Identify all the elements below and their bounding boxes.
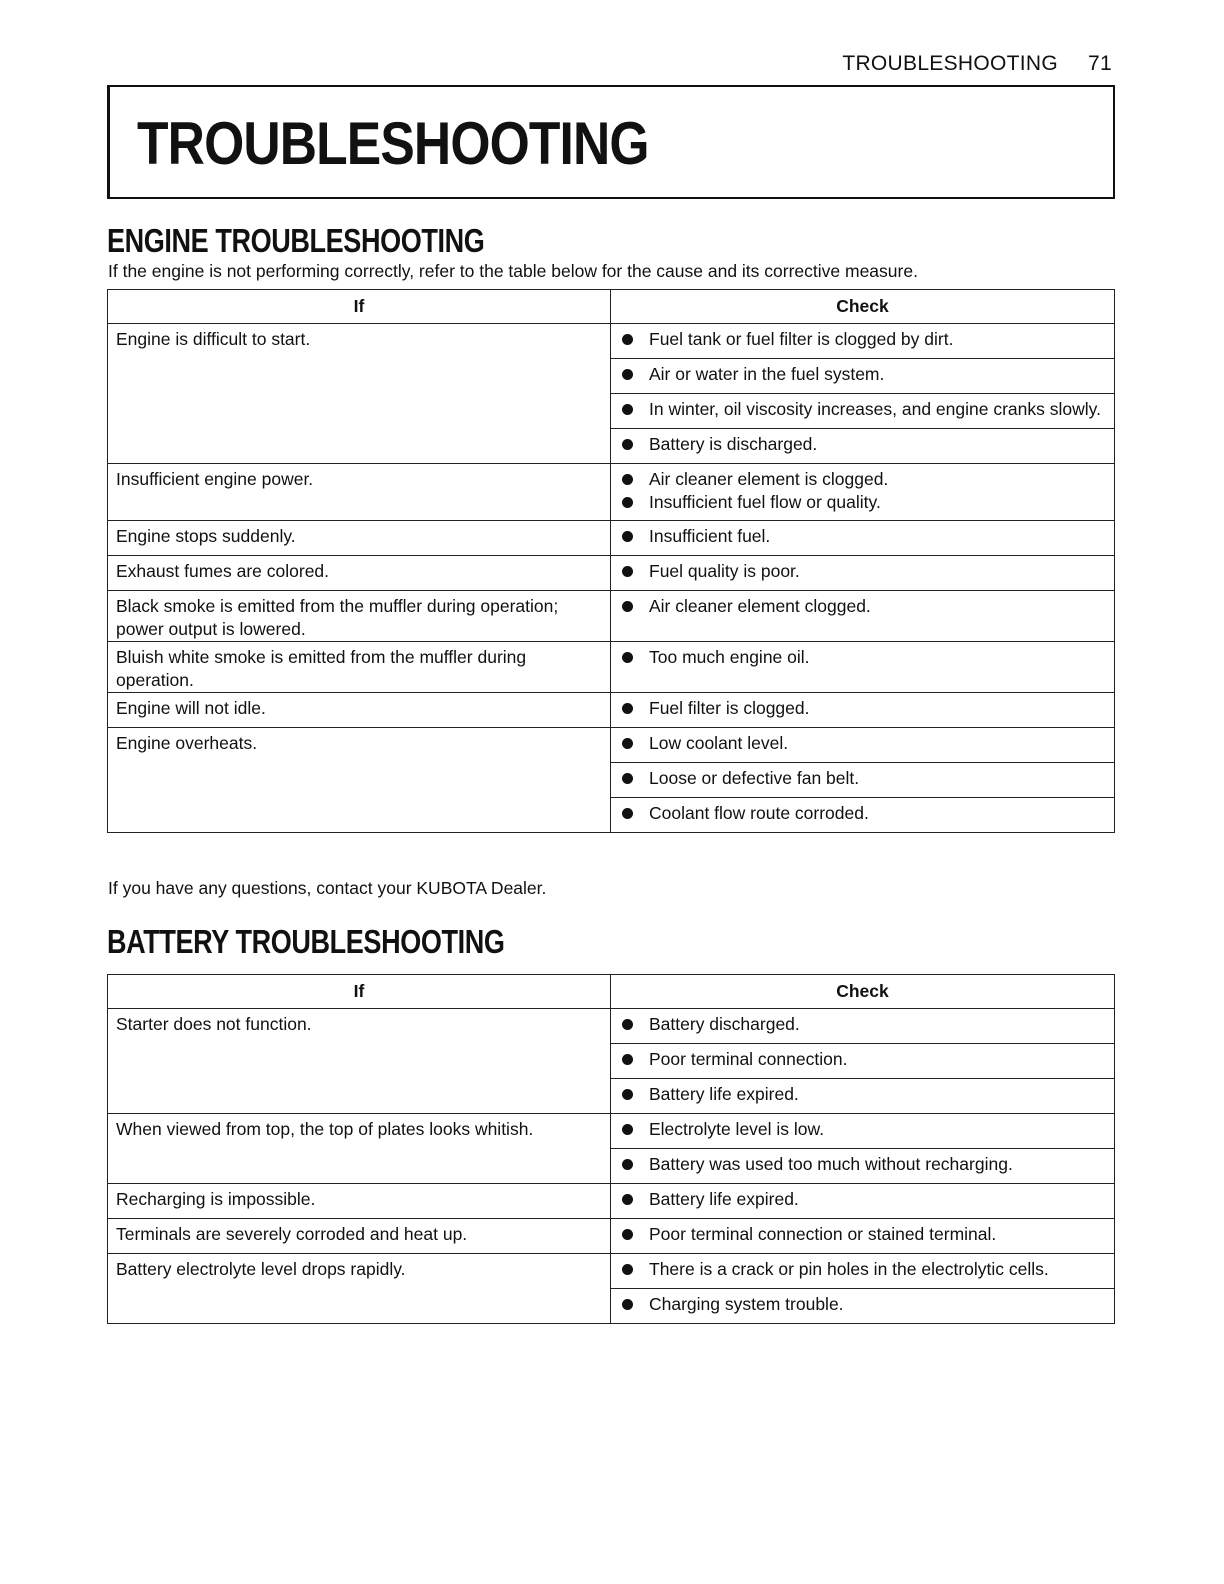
check-item <box>622 802 1106 825</box>
check-cell <box>611 359 1115 394</box>
check-cell <box>611 591 1115 642</box>
bullet-icon <box>622 566 633 577</box>
if-condition-cell: Starter does not function. <box>108 1009 611 1114</box>
check-cell <box>611 1289 1115 1324</box>
check-cell <box>611 763 1115 798</box>
check-item-text: Poor terminal connection. <box>649 1049 848 1069</box>
bullet-icon <box>622 1089 633 1100</box>
check-item-text: Insufficient fuel flow or quality. <box>649 492 881 512</box>
table-row <box>108 591 1115 642</box>
check-item-text: Electrolyte level is low. <box>649 1119 825 1139</box>
table-row <box>108 556 1115 591</box>
check-item <box>622 328 1106 351</box>
check-item <box>622 1048 1106 1071</box>
bullet-icon <box>622 531 633 542</box>
check-item <box>622 491 1106 514</box>
engine-intro-text: If the engine is not performing correctly, refer to the table below for the cause and its corrective measure. <box>108 261 918 281</box>
check-item-text: Low coolant level. <box>649 733 789 753</box>
if-condition-cell: Bluish white smoke is emitted from the muffler during operation. <box>108 642 611 693</box>
battery-table-body <box>108 1009 1115 1324</box>
if-condition-cell: Terminals are severely corroded and heat up. <box>108 1219 611 1254</box>
table-row <box>108 1254 1115 1289</box>
column-header-if: If <box>108 975 611 1009</box>
table-row <box>108 1219 1115 1254</box>
if-condition-cell: Exhaust fumes are colored. <box>108 556 611 591</box>
check-cell <box>611 1044 1115 1079</box>
check-item-text: Poor terminal connection or stained terminal. <box>649 1224 997 1244</box>
if-condition-cell: Engine stops suddenly. <box>108 521 611 556</box>
check-item <box>622 1223 1106 1246</box>
check-item-text: Battery was used too much without recharging. <box>649 1154 1013 1174</box>
check-item <box>622 398 1106 421</box>
check-cell <box>611 1009 1115 1044</box>
page-number: 71 <box>1088 52 1112 75</box>
check-item-text: In winter, oil viscosity increases, and engine cranks slowly. <box>649 399 1101 419</box>
bullet-icon <box>622 334 633 345</box>
check-item-text: Battery life expired. <box>649 1084 799 1104</box>
check-cell <box>611 642 1115 693</box>
bullet-icon <box>622 404 633 415</box>
check-item <box>622 595 1106 618</box>
check-item <box>622 560 1106 583</box>
if-condition-cell: Engine will not idle. <box>108 693 611 728</box>
check-item <box>622 525 1106 548</box>
if-condition-cell: Black smoke is emitted from the muffler during operation; power output is lowered. <box>108 591 611 642</box>
bullet-icon <box>622 1019 633 1030</box>
bullet-icon <box>622 1194 633 1205</box>
column-header-if: If <box>108 290 611 324</box>
table-row <box>108 728 1115 763</box>
check-cell <box>611 394 1115 429</box>
check-item-text: Charging system trouble. <box>649 1294 844 1314</box>
check-item <box>622 433 1106 456</box>
table-row <box>108 1184 1115 1219</box>
bullet-icon <box>622 703 633 714</box>
bullet-icon <box>622 652 633 663</box>
check-item <box>622 732 1106 755</box>
page-title: TROUBLESHOOTING <box>137 110 649 177</box>
battery-troubleshooting-table <box>107 974 1115 1324</box>
bullet-icon <box>622 474 633 485</box>
check-item <box>622 1293 1106 1316</box>
bullet-icon <box>622 1264 633 1275</box>
table-row <box>108 642 1115 693</box>
check-item-text: Battery is discharged. <box>649 434 818 454</box>
table-row <box>108 324 1115 359</box>
running-header <box>842 52 1112 76</box>
bullet-icon <box>622 1159 633 1170</box>
bullet-icon <box>622 1299 633 1310</box>
table-header-row <box>108 975 1115 1009</box>
if-condition-cell: When viewed from top, the top of plates looks whitish. <box>108 1114 611 1184</box>
check-item <box>622 1258 1106 1281</box>
if-condition-cell: Engine is difficult to start. <box>108 324 611 464</box>
check-item <box>622 1083 1106 1106</box>
check-cell <box>611 429 1115 464</box>
bullet-icon <box>622 497 633 508</box>
check-item <box>622 1153 1106 1176</box>
check-item-text: Air cleaner element clogged. <box>649 596 871 616</box>
bullet-icon <box>622 738 633 749</box>
title-box <box>107 85 1115 199</box>
check-cell <box>611 556 1115 591</box>
check-cell <box>611 798 1115 833</box>
if-condition-cell: Engine overheats. <box>108 728 611 833</box>
dealer-contact-note: If you have any questions, contact your KUBOTA Dealer. <box>108 878 547 898</box>
check-item-text: Air cleaner element is clogged. <box>649 469 889 489</box>
check-cell <box>611 1079 1115 1114</box>
running-header-section: TROUBLESHOOTING <box>842 52 1059 75</box>
column-header-check: Check <box>611 290 1115 324</box>
check-item <box>622 1013 1106 1036</box>
check-item-text: Coolant flow route corroded. <box>649 803 869 823</box>
check-item <box>622 697 1106 720</box>
check-cell <box>611 1184 1115 1219</box>
if-condition-cell: Battery electrolyte level drops rapidly. <box>108 1254 611 1324</box>
check-item-text: Air or water in the fuel system. <box>649 364 885 384</box>
check-item-text: Insufficient fuel. <box>649 526 771 546</box>
check-item-text: Battery life expired. <box>649 1189 799 1209</box>
table-row <box>108 693 1115 728</box>
table-row <box>108 1009 1115 1044</box>
bullet-icon <box>622 601 633 612</box>
check-item-text: Fuel filter is clogged. <box>649 698 810 718</box>
check-item <box>622 468 1106 491</box>
engine-table-body <box>108 324 1115 833</box>
bullet-icon <box>622 773 633 784</box>
check-item-text: Fuel tank or fuel filter is clogged by dirt. <box>649 329 954 349</box>
battery-section-heading: BATTERY TROUBLESHOOTING <box>107 923 505 960</box>
table-row <box>108 1114 1115 1149</box>
column-header-check: Check <box>611 975 1115 1009</box>
if-condition-cell: Recharging is impossible. <box>108 1184 611 1219</box>
check-cell <box>611 693 1115 728</box>
bullet-icon <box>622 1229 633 1240</box>
check-cell <box>611 1219 1115 1254</box>
check-cell <box>611 1114 1115 1149</box>
engine-section-heading: ENGINE TROUBLESHOOTING <box>107 222 485 259</box>
bullet-icon <box>622 369 633 380</box>
table-row <box>108 521 1115 556</box>
check-cell <box>611 1149 1115 1184</box>
check-item-text: Loose or defective fan belt. <box>649 768 860 788</box>
if-condition-cell: Insufficient engine power. <box>108 464 611 521</box>
check-cell <box>611 464 1115 521</box>
check-cell <box>611 324 1115 359</box>
check-item-text: Battery discharged. <box>649 1014 800 1034</box>
check-item <box>622 363 1106 386</box>
check-item <box>622 1188 1106 1211</box>
check-item-text: Fuel quality is poor. <box>649 561 800 581</box>
bullet-icon <box>622 808 633 819</box>
check-item <box>622 646 1106 669</box>
bullet-icon <box>622 439 633 450</box>
check-item <box>622 767 1106 790</box>
check-item-text: There is a crack or pin holes in the electrolytic cells. <box>649 1259 1049 1279</box>
check-cell <box>611 728 1115 763</box>
check-item <box>622 1118 1106 1141</box>
check-cell <box>611 521 1115 556</box>
table-row <box>108 464 1115 521</box>
bullet-icon <box>622 1054 633 1065</box>
bullet-icon <box>622 1124 633 1135</box>
check-item-text: Too much engine oil. <box>649 647 810 667</box>
engine-troubleshooting-table <box>107 289 1115 833</box>
check-cell <box>611 1254 1115 1289</box>
table-header-row <box>108 290 1115 324</box>
